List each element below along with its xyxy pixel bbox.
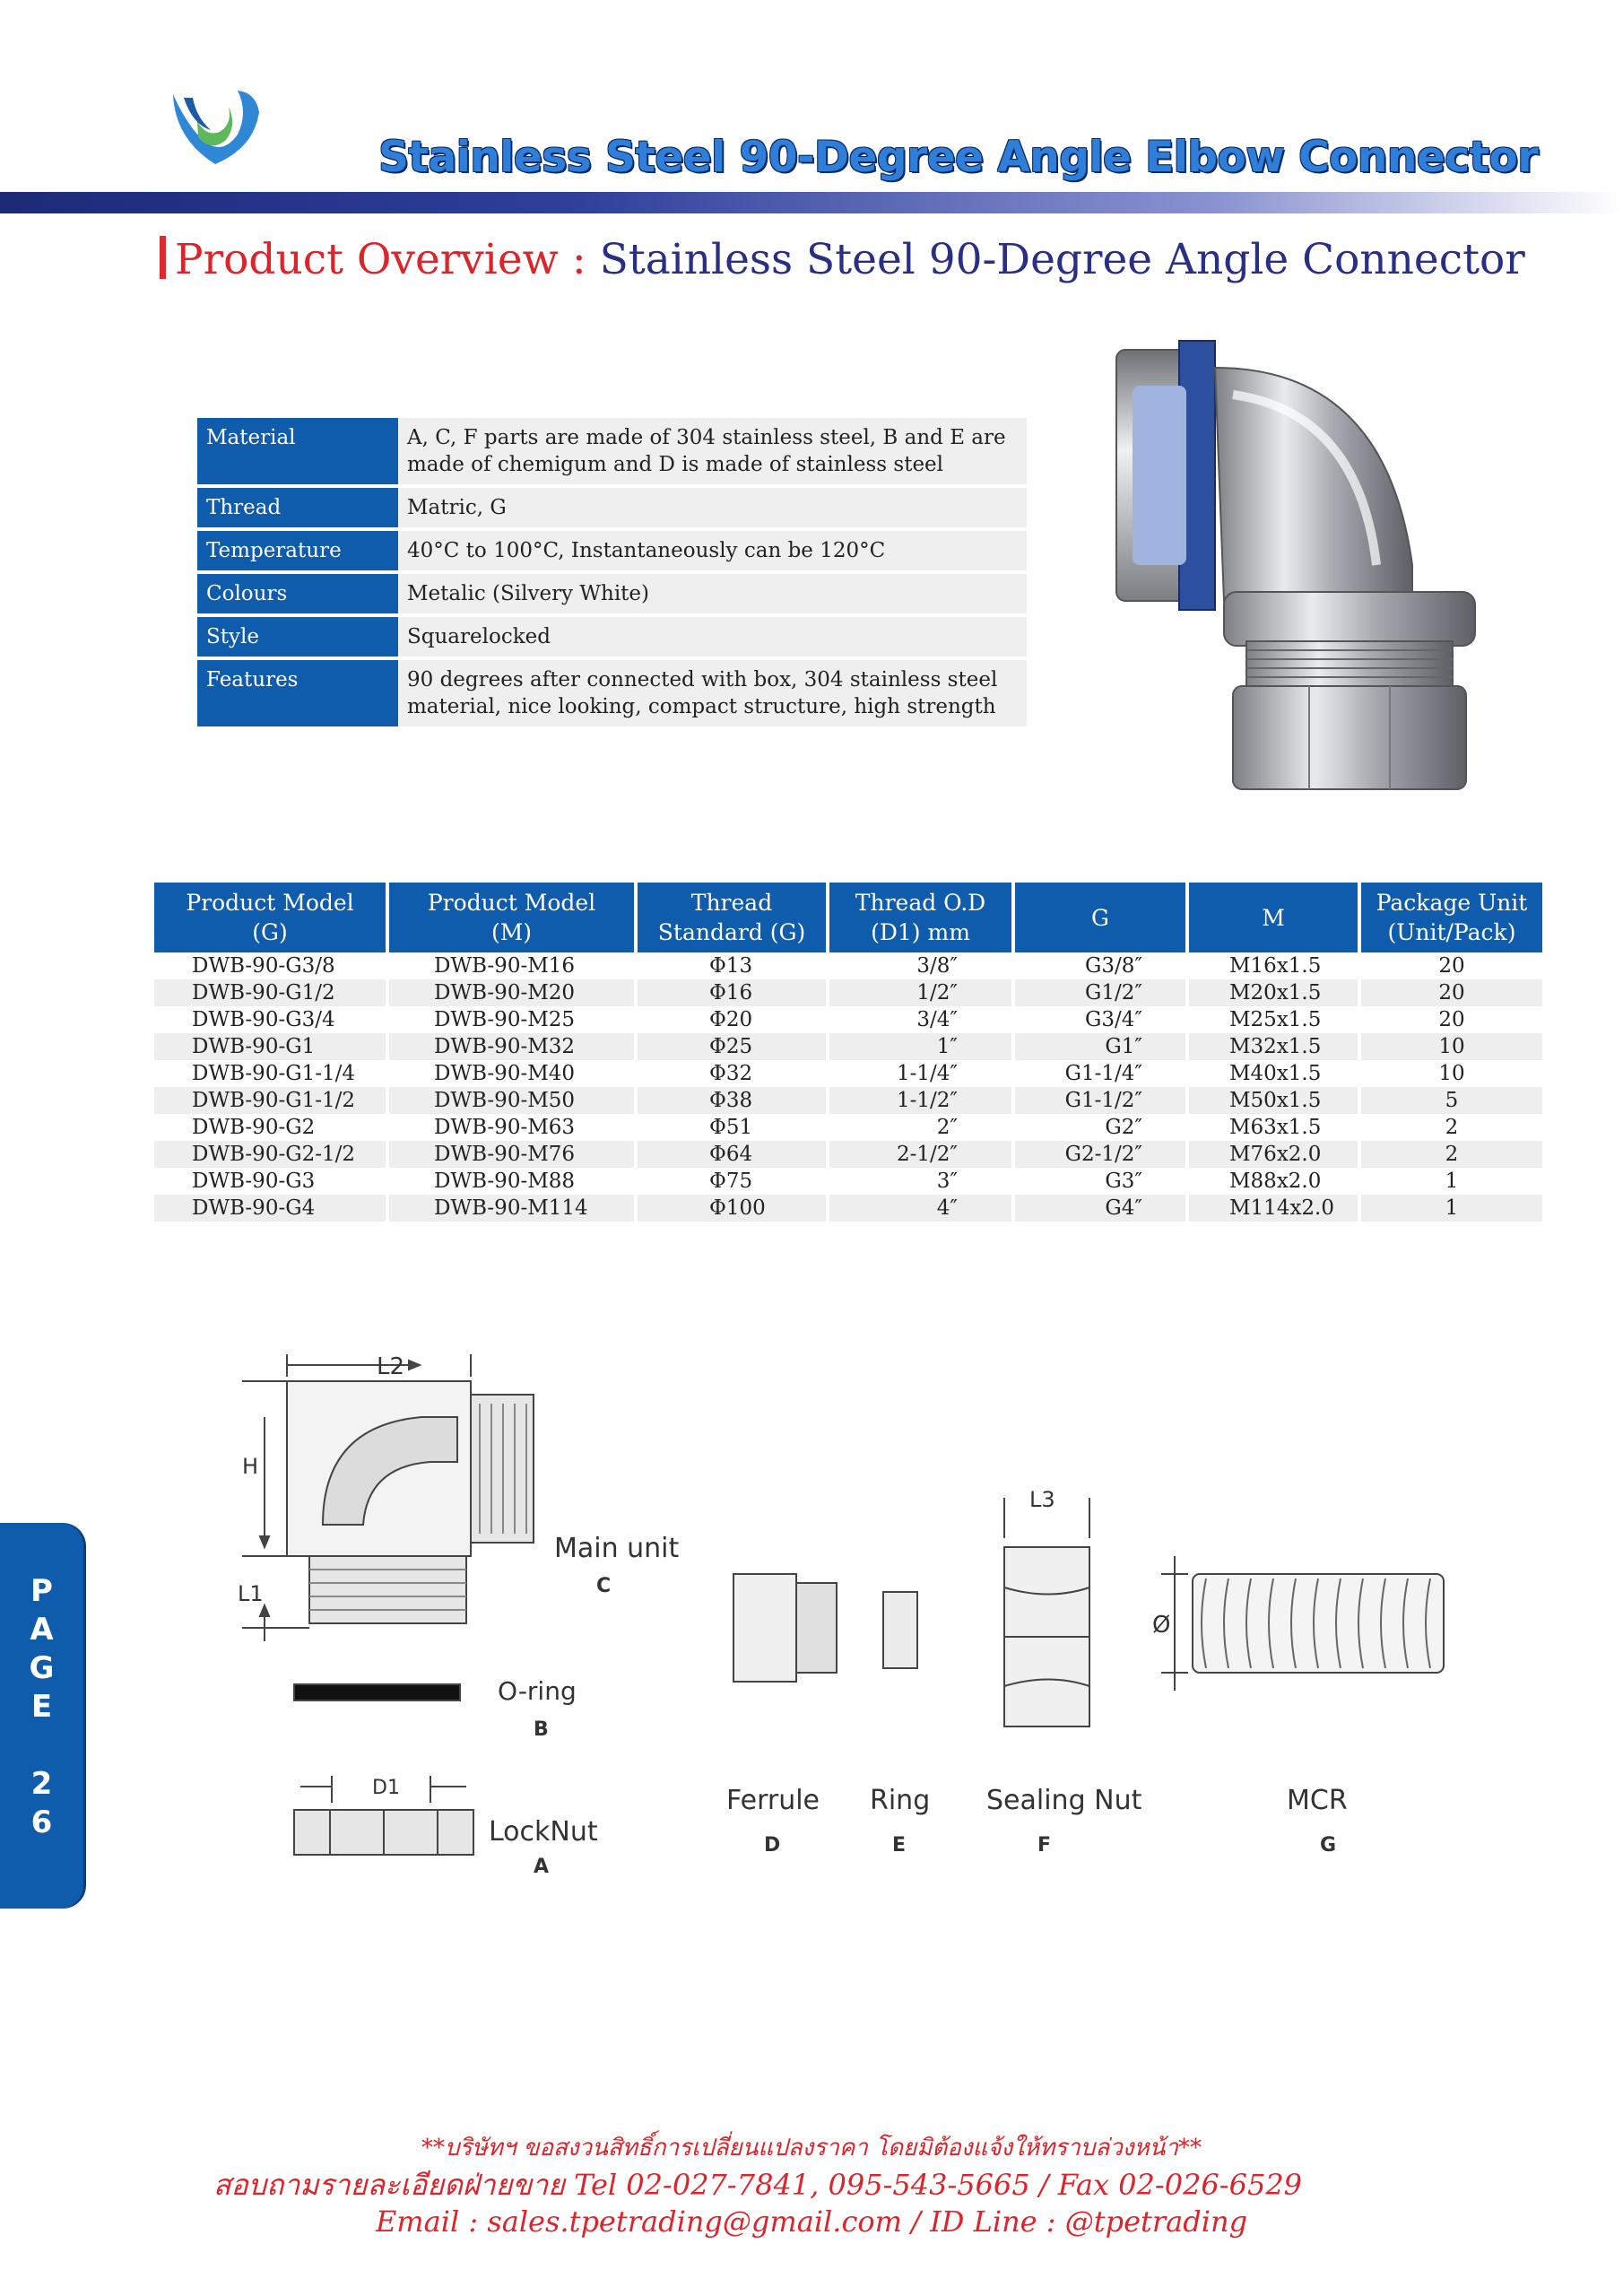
- table-cell: DWB-90-G1-1/4: [192, 1062, 356, 1085]
- table-cell: 3″: [828, 1168, 1013, 1195]
- heading-accent-bar: [160, 236, 166, 279]
- page-header-title: Stainless Steel 90-Degree Angle Elbow Connector: [378, 133, 1538, 182]
- table-cell: 20: [1359, 952, 1542, 979]
- table-row: [154, 952, 1542, 979]
- table-cell: 2: [1359, 1114, 1542, 1141]
- table-cell: DWB-90-G2-1/2: [154, 1141, 387, 1168]
- spec-key: Colours: [197, 574, 398, 613]
- table-cell: 2-1/2″: [828, 1141, 1013, 1168]
- footer-email-line: Email : sales.tpetrading@gmail.com / ID Line : @tpetrading: [375, 2205, 1248, 2239]
- mcr-code: G: [1320, 1834, 1337, 1857]
- footer-note: **บริษัทฯ ขอสงวนสิทธิ์การเปลี่ยนแปลงราคา โดยมิต้องแจ้งให้ทราบล่วงหน้า**: [421, 2135, 1202, 2161]
- table-cell: DWB-90-G3/8: [192, 954, 335, 978]
- table-cell: G1/2″: [1013, 979, 1187, 1006]
- page-tab-char: E: [30, 1689, 53, 1725]
- column-header: Thread O.D (D1) mm: [828, 883, 1013, 952]
- table-cell: M20x1.5: [1187, 979, 1359, 1006]
- table-cell: DWB-90-M63: [387, 1114, 636, 1141]
- table-cell: DWB-90-G3: [192, 1170, 316, 1193]
- table-cell: G3″: [1013, 1168, 1187, 1195]
- dim-label-l3: L3: [1029, 1487, 1055, 1512]
- table-row: [154, 1114, 1542, 1141]
- product-overview-heading: [160, 235, 1525, 284]
- table-cell: M76x2.0: [1187, 1141, 1359, 1168]
- mcr-label: MCR: [1287, 1785, 1348, 1816]
- spec-row-temperature: [197, 531, 1027, 570]
- table-cell: 10: [1359, 1060, 1542, 1087]
- spec-value: Squarelocked: [398, 617, 1027, 657]
- column-header: Product Model (G): [154, 883, 387, 952]
- table-cell: G2″: [1013, 1114, 1187, 1141]
- footer-contact-line: สอบถามรายละเอียดฝ่ายขาย Tel 02-027-7841, 095-543-5665 / Fax 02-026-6529: [213, 2168, 1303, 2202]
- spec-value: 40°C to 100°C, Instantaneously can be 120°C: [398, 531, 1027, 570]
- specification-table: [197, 414, 1027, 730]
- spec-value: A, C, F parts are made of 304 stainless steel, B and E are made of chemigum and D is made of stainless steel: [398, 418, 1027, 484]
- table-cell: 4″: [828, 1195, 1013, 1222]
- spec-row-thread: [197, 488, 1027, 527]
- page-tab-char: [0, 1726, 83, 1765]
- spec-row-style: [197, 617, 1027, 657]
- table-cell: DWB-90-G4: [154, 1195, 387, 1222]
- ferrule-code: D: [764, 1834, 781, 1857]
- table-cell: G3/8″: [1013, 952, 1187, 979]
- page-tab-char: 2: [30, 1766, 53, 1802]
- oring-label: O-ring: [498, 1676, 577, 1706]
- spec-key: Style: [197, 617, 398, 657]
- table-cell: DWB-90-G1-1/2: [154, 1087, 387, 1114]
- table-cell: M16x1.5: [1187, 952, 1359, 979]
- spec-value: 90 degrees after connected with box, 304 stainless steel material, nice looking, compact structure, high strength: [398, 660, 1027, 726]
- table-row: [154, 1006, 1542, 1033]
- spec-key: Thread: [197, 488, 398, 527]
- table-cell: 20: [1359, 1006, 1542, 1033]
- ring-label: Ring: [870, 1785, 931, 1816]
- table-cell: DWB-90-G2: [192, 1116, 316, 1139]
- column-header: Thread Standard (G): [636, 883, 828, 952]
- sealing-nut-label: Sealing Nut: [986, 1785, 1142, 1816]
- table-cell: DWB-90-G3/4: [192, 1008, 335, 1031]
- spec-value: Matric, G: [398, 488, 1027, 527]
- page-tab-char: G: [29, 1650, 55, 1686]
- table-cell: 2″: [828, 1114, 1013, 1141]
- spec-value: Metalic (Silvery White): [398, 574, 1027, 613]
- dim-label-d1: D1: [372, 1777, 400, 1799]
- ferrule-label: Ferrule: [726, 1785, 820, 1816]
- component-diagram: [215, 1318, 1506, 1901]
- spec-key: Features: [197, 660, 398, 726]
- table-cell: M25x1.5: [1187, 1006, 1359, 1033]
- column-header: G: [1013, 883, 1187, 952]
- table-row: [154, 1060, 1542, 1087]
- table-cell: Φ16: [636, 979, 828, 1006]
- table-cell: Φ51: [636, 1114, 828, 1141]
- table-cell: Φ100: [636, 1195, 828, 1222]
- footer-contact: [0, 2130, 1623, 2239]
- table-cell: DWB-90-M114: [387, 1195, 636, 1222]
- table-cell: DWB-90-M40: [387, 1060, 636, 1087]
- sealing-nut-code: F: [1037, 1834, 1052, 1857]
- dim-label-h: H: [242, 1454, 259, 1479]
- ring-code: E: [892, 1834, 907, 1857]
- spec-row-colours: [197, 574, 1027, 613]
- table-cell: DWB-90-M76: [387, 1141, 636, 1168]
- dim-label-l2: L2: [377, 1353, 405, 1380]
- main-unit-label: Main unit: [554, 1533, 680, 1564]
- main-unit-code: C: [596, 1575, 612, 1597]
- header-divider-bar: [0, 192, 1623, 213]
- table-cell: M63x1.5: [1187, 1114, 1359, 1141]
- column-header: M: [1187, 883, 1359, 952]
- table-cell: DWB-90-M32: [387, 1033, 636, 1060]
- spec-row-material: [197, 418, 1027, 484]
- overview-title: Stainless Steel 90-Degree Angle Connector: [599, 235, 1525, 284]
- table-cell: G2-1/2″: [1013, 1141, 1187, 1168]
- table-cell: 1-1/2″: [828, 1087, 1013, 1114]
- spec-key: Material: [197, 418, 398, 484]
- table-row: [154, 1033, 1542, 1060]
- table-cell: 20: [1359, 979, 1542, 1006]
- page-tab-char: 6: [30, 1805, 53, 1840]
- table-row: [154, 1168, 1542, 1195]
- product-photo: [1089, 332, 1520, 798]
- table-header-row: [154, 883, 1542, 952]
- table-cell: G3/4″: [1013, 1006, 1187, 1033]
- table-cell: DWB-90-M16: [387, 952, 636, 979]
- table-row: [154, 1087, 1542, 1114]
- table-cell: M88x2.0: [1187, 1168, 1359, 1195]
- table-cell: DWB-90-M25: [387, 1006, 636, 1033]
- table-cell: 1-1/4″: [828, 1060, 1013, 1087]
- spec-key: Temperature: [197, 531, 398, 570]
- table-cell: G1-1/2″: [1013, 1087, 1187, 1114]
- column-header: Product Model (M): [387, 883, 636, 952]
- table-cell: G1-1/4″: [1013, 1060, 1187, 1087]
- table-cell: 1: [1359, 1168, 1542, 1195]
- page-number-tab: [0, 1523, 83, 1909]
- table-cell: G1″: [1013, 1033, 1187, 1060]
- table-cell: M40x1.5: [1187, 1060, 1359, 1087]
- table-cell: M50x1.5: [1187, 1087, 1359, 1114]
- table-cell: 3/4″: [828, 1006, 1013, 1033]
- table-cell: DWB-90-G1: [154, 1033, 387, 1060]
- table-cell: DWB-90-M50: [387, 1087, 636, 1114]
- table-cell: Φ20: [636, 1006, 828, 1033]
- table-cell: Φ64: [636, 1141, 828, 1168]
- overview-label: Product Overview :: [175, 235, 586, 284]
- table-cell: 1″: [828, 1033, 1013, 1060]
- table-row: [154, 1195, 1542, 1222]
- table-cell: Φ13: [636, 952, 828, 979]
- page-tab-char: A: [30, 1612, 54, 1648]
- page-tab-char: P: [30, 1573, 53, 1609]
- product-model-table: [154, 883, 1542, 1222]
- locknut-label: LockNut: [489, 1816, 598, 1848]
- dim-label-l1: L1: [238, 1581, 264, 1606]
- company-logo: [166, 85, 265, 170]
- table-cell: 1/2″: [828, 979, 1013, 1006]
- table-cell: DWB-90-G1/2: [154, 979, 387, 1006]
- table-cell: 3/8″: [828, 952, 1013, 979]
- table-cell: Φ38: [636, 1087, 828, 1114]
- table-cell: M114x2.0: [1187, 1195, 1359, 1222]
- table-cell: G4″: [1013, 1195, 1187, 1222]
- spec-row-features: [197, 660, 1027, 726]
- dim-label-phi: Ø: [1152, 1612, 1171, 1639]
- table-cell: 2: [1359, 1141, 1542, 1168]
- table-cell: DWB-90-M88: [387, 1168, 636, 1195]
- table-cell: M32x1.5: [1187, 1033, 1359, 1060]
- table-cell: Φ25: [636, 1033, 828, 1060]
- table-cell: 5: [1359, 1087, 1542, 1114]
- table-row: [154, 1141, 1542, 1168]
- table-cell: 1: [1359, 1195, 1542, 1222]
- table-cell: 10: [1359, 1033, 1542, 1060]
- table-cell: Φ75: [636, 1168, 828, 1195]
- table-cell: DWB-90-M20: [387, 979, 636, 1006]
- table-cell: Φ32: [636, 1060, 828, 1087]
- column-header: Package Unit (Unit/Pack): [1359, 883, 1542, 952]
- table-row: [154, 979, 1542, 1006]
- locknut-code: A: [534, 1856, 550, 1878]
- oring-code: B: [534, 1718, 549, 1741]
